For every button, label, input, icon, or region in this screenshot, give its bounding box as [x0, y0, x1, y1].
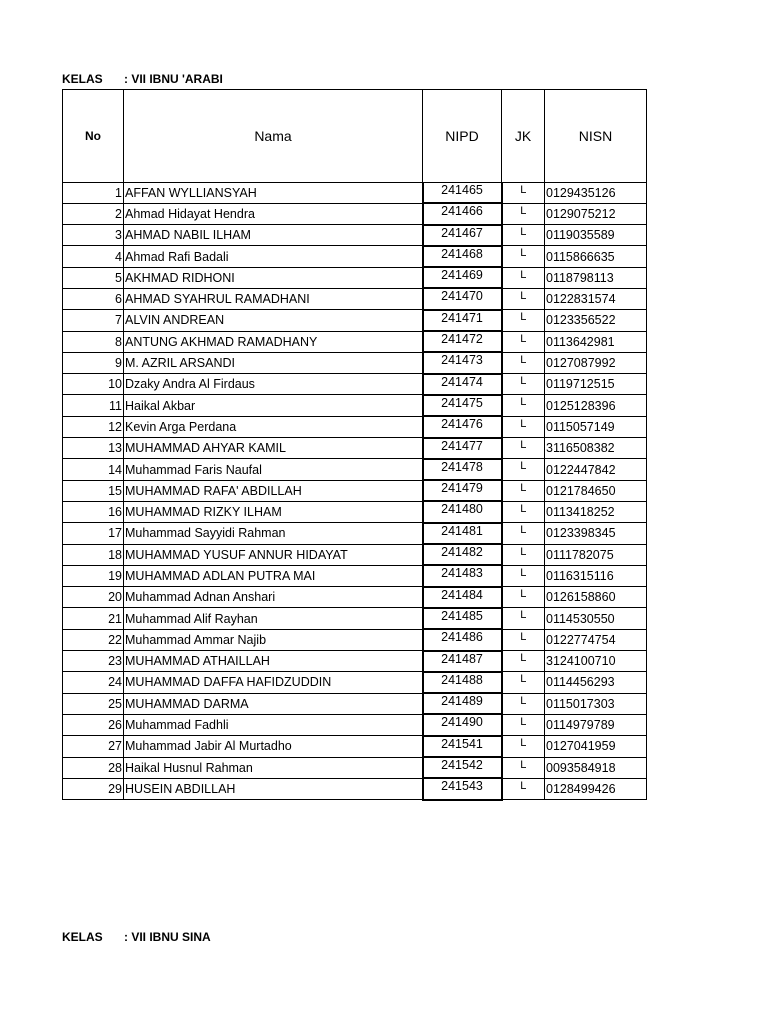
cell-nama: AHMAD NABIL ILHAM [124, 225, 423, 246]
cell-jk: L [502, 651, 545, 672]
cell-nipd: 241473 [423, 352, 502, 373]
header-no: No [63, 90, 124, 183]
table-row [63, 736, 647, 757]
cell-nama: Muhammad Sayyidi Rahman [124, 523, 423, 544]
cell-nisn: 0122447842 [545, 459, 647, 480]
cell-jk: L [502, 501, 545, 522]
cell-nipd: 241467 [423, 225, 502, 246]
cell-nisn: 0126158860 [545, 587, 647, 608]
class-value: : VII IBNU 'ARABI [124, 72, 223, 86]
table-row [63, 395, 647, 416]
cell-nisn: 0114456293 [545, 672, 647, 693]
cell-jk: L [502, 544, 545, 565]
cell-no: 6 [63, 288, 124, 309]
cell-nipd: 241470 [423, 288, 502, 309]
cell-jk: L [502, 714, 545, 735]
cell-nipd: 241475 [423, 395, 502, 416]
cell-no: 12 [63, 416, 124, 437]
cell-nipd: 241478 [423, 459, 502, 480]
cell-nama: MUHAMMAD ADLAN PUTRA MAI [124, 565, 423, 586]
cell-nipd: 241543 [423, 778, 502, 799]
cell-no: 19 [63, 565, 124, 586]
cell-jk: L [502, 331, 545, 352]
cell-nama: MUHAMMAD AHYAR KAMIL [124, 438, 423, 459]
cell-jk: L [502, 310, 545, 331]
cell-no: 10 [63, 374, 124, 395]
cell-nipd: 241471 [423, 310, 502, 331]
cell-nisn: 0122831574 [545, 288, 647, 309]
cell-nama: Muhammad Faris Naufal [124, 459, 423, 480]
cell-jk: L [502, 203, 545, 224]
cell-nama: M. AZRIL ARSANDI [124, 352, 423, 373]
cell-no: 8 [63, 331, 124, 352]
table-row [63, 757, 647, 778]
cell-nama: Ahmad Rafi Badali [124, 246, 423, 267]
table-row [63, 565, 647, 586]
cell-nisn: 0123356522 [545, 310, 647, 331]
table-row [63, 416, 647, 437]
cell-nisn: 0121784650 [545, 480, 647, 501]
cell-nisn: 0116315116 [545, 565, 647, 586]
class-heading-ibnu-sina [62, 930, 211, 944]
cell-nama: ANTUNG AKHMAD RAMADHANY [124, 331, 423, 352]
table-row [63, 544, 647, 565]
cell-nama: Muhammad Jabir Al Murtadho [124, 736, 423, 757]
cell-nisn: 3116508382 [545, 438, 647, 459]
cell-nipd: 241472 [423, 331, 502, 352]
cell-jk: L [502, 288, 545, 309]
cell-nisn: 0127087992 [545, 352, 647, 373]
cell-nipd: 241542 [423, 757, 502, 778]
table-row [63, 587, 647, 608]
cell-nisn: 0122774754 [545, 629, 647, 650]
table-row [63, 480, 647, 501]
table-row [63, 501, 647, 522]
cell-nisn: 0119035589 [545, 225, 647, 246]
table-row [63, 459, 647, 480]
cell-nama: HUSEIN ABDILLAH [124, 778, 423, 799]
cell-nisn: 0119712515 [545, 374, 647, 395]
cell-nipd: 241486 [423, 629, 502, 650]
cell-nipd: 241481 [423, 523, 502, 544]
cell-jk: L [502, 183, 545, 204]
cell-nama: AHMAD SYAHRUL RAMADHANI [124, 288, 423, 309]
table-row [63, 374, 647, 395]
cell-nipd: 241479 [423, 480, 502, 501]
cell-no: 25 [63, 693, 124, 714]
cell-jk: L [502, 778, 545, 799]
cell-no: 13 [63, 438, 124, 459]
cell-no: 28 [63, 757, 124, 778]
cell-nipd: 241480 [423, 501, 502, 522]
cell-jk: L [502, 225, 545, 246]
class-label: KELAS [62, 72, 103, 86]
cell-nama: MUHAMMAD RAFA' ABDILLAH [124, 480, 423, 501]
table-body [63, 183, 647, 800]
cell-nama: AKHMAD RIDHONI [124, 267, 423, 288]
cell-nisn: 0129075212 [545, 203, 647, 224]
cell-nipd: 241469 [423, 267, 502, 288]
cell-jk: L [502, 416, 545, 437]
cell-nipd: 241465 [423, 183, 502, 204]
cell-nama: AFFAN WYLLIANSYAH [124, 183, 423, 204]
cell-nipd: 241484 [423, 587, 502, 608]
cell-no: 14 [63, 459, 124, 480]
cell-jk: L [502, 395, 545, 416]
cell-jk: L [502, 246, 545, 267]
cell-nisn: 0115057149 [545, 416, 647, 437]
cell-nama: Dzaky Andra Al Firdaus [124, 374, 423, 395]
cell-nama: MUHAMMAD ATHAILLAH [124, 651, 423, 672]
cell-nisn: 0128499426 [545, 778, 647, 799]
cell-nisn: 0129435126 [545, 183, 647, 204]
table-row [63, 203, 647, 224]
cell-no: 16 [63, 501, 124, 522]
table-row [63, 288, 647, 309]
cell-nipd: 241474 [423, 374, 502, 395]
cell-no: 20 [63, 587, 124, 608]
cell-no: 7 [63, 310, 124, 331]
cell-nisn: 0113642981 [545, 331, 647, 352]
cell-no: 21 [63, 608, 124, 629]
table-header-row [63, 90, 647, 183]
cell-no: 3 [63, 225, 124, 246]
cell-nipd: 241476 [423, 416, 502, 437]
cell-jk: L [502, 523, 545, 544]
table-row [63, 225, 647, 246]
cell-nipd: 241490 [423, 714, 502, 735]
table-row [63, 183, 647, 204]
table-row [63, 672, 647, 693]
header-nama: Nama [124, 90, 423, 183]
cell-nipd: 241482 [423, 544, 502, 565]
cell-jk: L [502, 587, 545, 608]
table-row [63, 778, 647, 799]
cell-nisn: 3124100710 [545, 651, 647, 672]
cell-nipd: 241487 [423, 651, 502, 672]
table-row [63, 331, 647, 352]
cell-jk: L [502, 480, 545, 501]
table-row [63, 352, 647, 373]
cell-jk: L [502, 693, 545, 714]
cell-nama: Muhammad Adnan Anshari [124, 587, 423, 608]
cell-nama: Haikal Akbar [124, 395, 423, 416]
cell-nisn: 0127041959 [545, 736, 647, 757]
table-row [63, 246, 647, 267]
cell-nama: MUHAMMAD DARMA [124, 693, 423, 714]
cell-no: 2 [63, 203, 124, 224]
cell-no: 18 [63, 544, 124, 565]
table-row [63, 629, 647, 650]
cell-nama: Kevin Arga Perdana [124, 416, 423, 437]
cell-nama: Muhammad Alif Rayhan [124, 608, 423, 629]
cell-no: 17 [63, 523, 124, 544]
cell-no: 22 [63, 629, 124, 650]
cell-nisn: 0113418252 [545, 501, 647, 522]
header-jk: JK [502, 90, 545, 183]
table-row [63, 714, 647, 735]
cell-jk: L [502, 374, 545, 395]
cell-no: 9 [63, 352, 124, 373]
cell-nipd: 241466 [423, 203, 502, 224]
cell-nipd: 241485 [423, 608, 502, 629]
cell-no: 15 [63, 480, 124, 501]
class-label: KELAS [62, 930, 103, 944]
cell-nipd: 241468 [423, 246, 502, 267]
cell-nipd: 241541 [423, 736, 502, 757]
student-roster-table [62, 89, 647, 801]
table-row [63, 310, 647, 331]
cell-jk: L [502, 672, 545, 693]
cell-nisn: 0111782075 [545, 544, 647, 565]
cell-nisn: 0114979789 [545, 714, 647, 735]
cell-nisn: 0093584918 [545, 757, 647, 778]
table-row [63, 267, 647, 288]
cell-jk: L [502, 438, 545, 459]
cell-no: 4 [63, 246, 124, 267]
cell-nama: Muhammad Ammar Najib [124, 629, 423, 650]
cell-nisn: 0115866635 [545, 246, 647, 267]
cell-no: 1 [63, 183, 124, 204]
cell-jk: L [502, 629, 545, 650]
cell-nama: MUHAMMAD RIZKY ILHAM [124, 501, 423, 522]
cell-nisn: 0114530550 [545, 608, 647, 629]
cell-nisn: 0115017303 [545, 693, 647, 714]
table-row [63, 651, 647, 672]
cell-jk: L [502, 459, 545, 480]
cell-nama: MUHAMMAD YUSUF ANNUR HIDAYAT [124, 544, 423, 565]
cell-nisn: 0125128396 [545, 395, 647, 416]
cell-no: 26 [63, 714, 124, 735]
cell-no: 11 [63, 395, 124, 416]
cell-jk: L [502, 757, 545, 778]
cell-nisn: 0123398345 [545, 523, 647, 544]
table-row [63, 608, 647, 629]
cell-no: 5 [63, 267, 124, 288]
cell-no: 24 [63, 672, 124, 693]
cell-nama: Muhammad Fadhli [124, 714, 423, 735]
cell-jk: L [502, 267, 545, 288]
cell-nisn: 0118798113 [545, 267, 647, 288]
cell-jk: L [502, 565, 545, 586]
class-value: : VII IBNU SINA [124, 930, 211, 944]
cell-nama: Ahmad Hidayat Hendra [124, 203, 423, 224]
cell-no: 29 [63, 778, 124, 799]
header-nisn: NISN [545, 90, 647, 183]
cell-nama: ALVIN ANDREAN [124, 310, 423, 331]
class-heading-ibnu-arabi [62, 72, 223, 86]
table-row [63, 438, 647, 459]
cell-nama: Haikal Husnul Rahman [124, 757, 423, 778]
cell-nama: MUHAMMAD DAFFA HAFIDZUDDIN [124, 672, 423, 693]
cell-jk: L [502, 608, 545, 629]
table-row [63, 523, 647, 544]
cell-jk: L [502, 736, 545, 757]
cell-nipd: 241488 [423, 672, 502, 693]
table-row [63, 693, 647, 714]
header-nipd: NIPD [423, 90, 502, 183]
cell-jk: L [502, 352, 545, 373]
cell-nipd: 241489 [423, 693, 502, 714]
cell-no: 23 [63, 651, 124, 672]
cell-nipd: 241477 [423, 438, 502, 459]
cell-no: 27 [63, 736, 124, 757]
cell-nipd: 241483 [423, 565, 502, 586]
